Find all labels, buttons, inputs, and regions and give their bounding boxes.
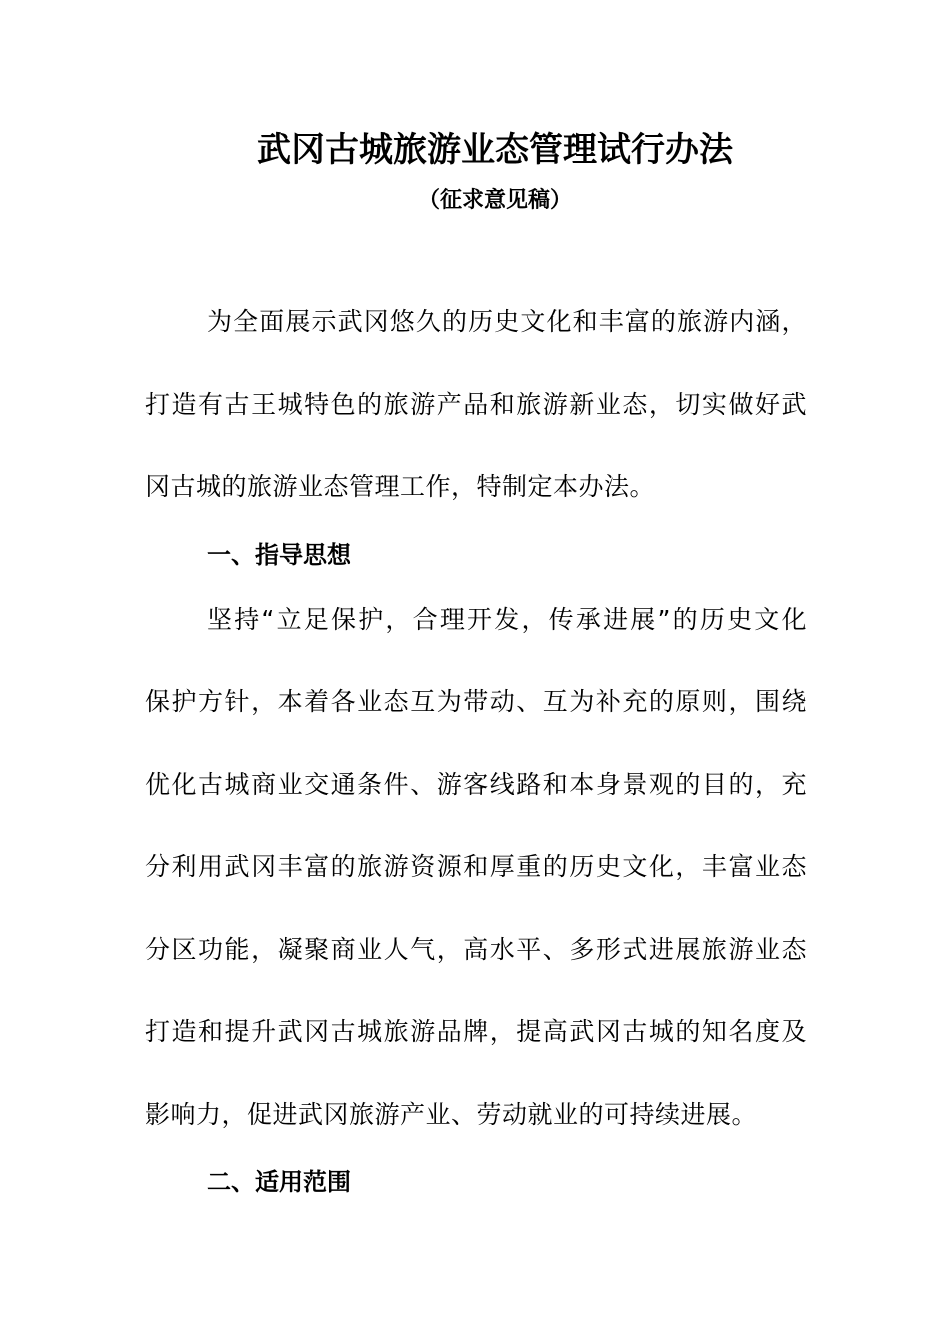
document-title: 武冈古城旅游业态管理试行办法 <box>257 130 733 170</box>
section1-line-1: 坚持“立足保护，合理开发，传承进展”的历史文化 <box>207 605 807 634</box>
section1-line-4: 分利用武冈丰富的旅游资源和厚重的历史文化，丰富业态 <box>145 852 807 881</box>
section-heading-guiding-ideology: 一、指导思想 <box>207 541 351 569</box>
intro-line-3: 冈古城的旅游业态管理工作，特制定本办法。 <box>145 472 656 501</box>
section-heading-scope: 二、适用范围 <box>207 1168 351 1196</box>
section1-line-6: 打造和提升武冈古城旅游品牌，提高武冈古城的知名度及 <box>145 1017 807 1046</box>
intro-line-1: 为全面展示武冈悠久的历史文化和丰富的旅游内涵， <box>207 307 807 336</box>
section1-line-2: 保护方针，本着各业态互为带动、互为补充的原则，围绕 <box>145 687 807 716</box>
document-subtitle: （征求意见稿） <box>417 188 572 213</box>
section1-line-7: 影响力，促进武冈旅游产业、劳动就业的可持续进展。 <box>145 1100 758 1129</box>
intro-line-2: 打造有古王城特色的旅游产品和旅游新业态，切实做好武 <box>145 390 807 419</box>
section1-line-5: 分区功能，凝聚商业人气，高水平、多形式进展旅游业态 <box>145 935 807 964</box>
section1-line-3: 优化古城商业交通条件、游客线路和本身景观的目的，充 <box>145 770 807 799</box>
